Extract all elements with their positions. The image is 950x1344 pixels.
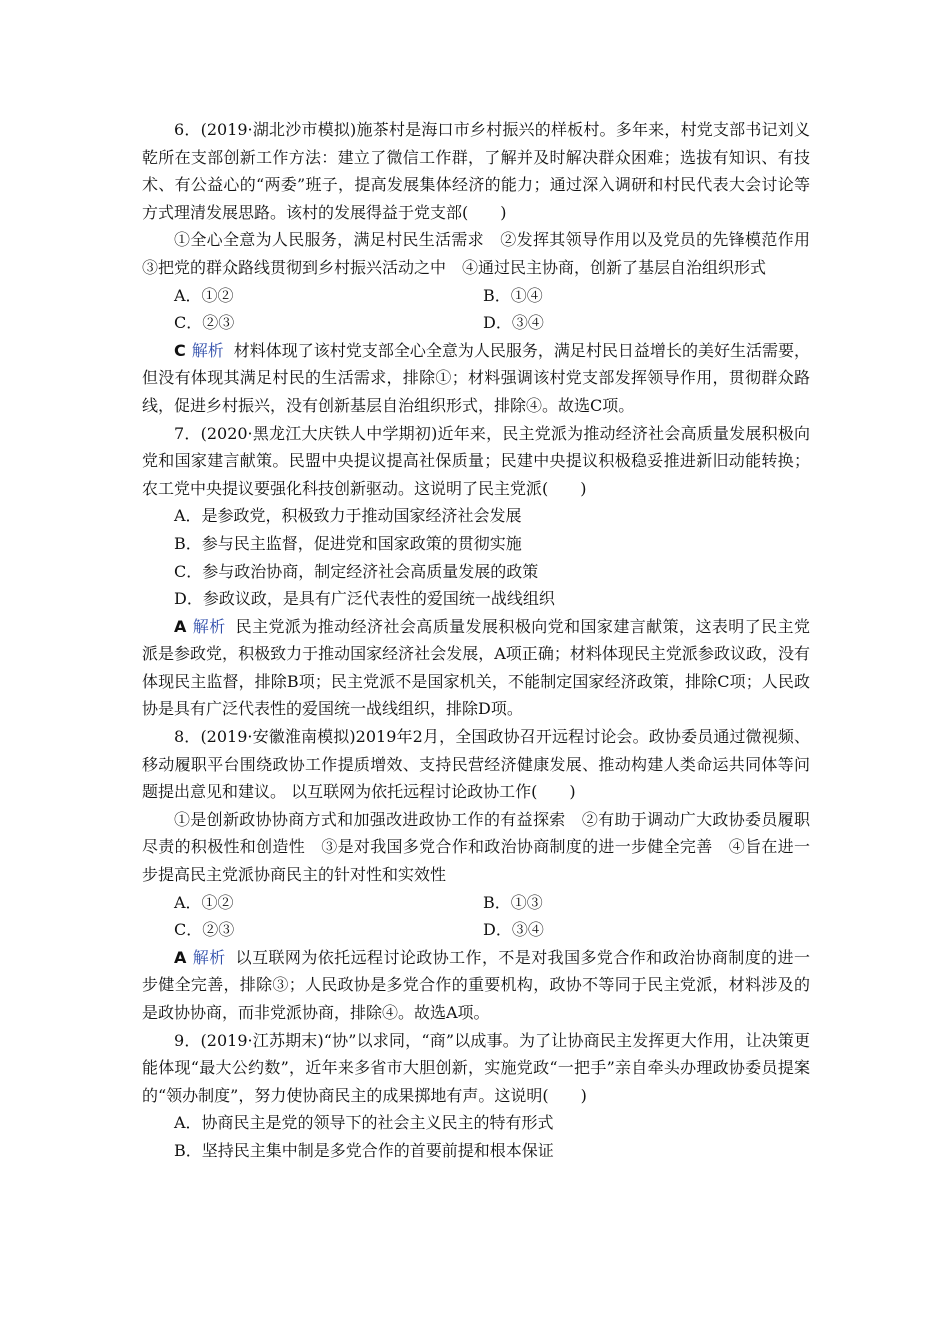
option-b: B．①③ [483,892,543,912]
question-9 [142,1027,810,1165]
option-a: A．是参政党，积极致力于推动国家经济社会发展 [174,506,522,526]
option-c: C．参与政治协商，制定经济社会高质量发展的政策 [174,561,539,581]
option-c: C．②③ [174,313,235,333]
option-list [142,1109,810,1164]
option-b: B．坚持民主集中制是多党合作的首要前提和根本保证 [174,1140,554,1160]
answer-analysis [142,337,810,420]
answer-analysis [142,944,810,1027]
analysis-text: 材料体现了该村党支部全心全意为人民服务，满足村民日益增长的美好生活需要，但没有体现其满足村民的生活需求，排除①；材料强调该村党支部发挥领导作用，贯彻群众路线，促进乡村振兴，没有创新基层自治组织形式，排除④。故选C项。 [142,340,810,415]
option-d: D．参政议政，是具有广泛代表性的爱国统一战线组织 [174,589,555,609]
question-stem: 7．(2020·黑龙江大庆铁人中学期初)近年来，民主党派为推动经济社会高质量发展积极向党和国家建言献策。民盟中央提议提高社保质量；民建中央提议积极稳妥推进新旧动能转换；农工党中央提议要强化科技创新驱动。这说明了民主党派( ) [142,423,810,498]
question-stem: 9．(2019·江苏期末)“协”以求同，“商”以成事。为了让协商民主发挥更大作用，让决策更能体现“最大公约数”，近年来多省市大胆创新，实施党政“一把手”亲自牵头办理政协委员提案的“领办制度”，努力使协商民主的成果掷地有声。这说明( ) [142,1030,810,1105]
option-b: B．①④ [483,285,543,305]
option-b: B．参与民主监督，促进党和国家政策的贯彻实施 [174,533,522,553]
question-statements: ①全心全意为人民服务，满足村民生活需求 ②发挥其领导作用以及党员的先锋模范作用 ③把党的群众路线贯彻到乡村振兴活动之中 ④通过民主协商，创新了基层自治组织形式 [142,230,827,277]
option-d: D．③④ [483,920,544,940]
option-a: A．①② [174,892,234,912]
analysis-label: 解析 [192,947,226,967]
question-6 [142,116,827,420]
option-c: C．②③ [174,920,235,940]
option-list [142,502,810,612]
question-8 [142,723,810,1027]
question-statements: ①是创新政协协商方式和加强改进政协工作的有益探索 ②有助于调动广大政协委员履职尽责的积极性和创造性 ③是对我国多党合作和政治协商制度的进一步健全完善 ④旨在进一步提高民主党派协商民主的针对性和实效性 [142,809,810,885]
answer-key: C [174,340,186,360]
question-7 [142,420,810,724]
analysis-label: 解析 [192,616,226,636]
option-list [142,282,810,337]
option-a: A．协商民主是党的领导下的社会主义民主的特有形式 [174,1113,554,1133]
answer-analysis [142,613,810,723]
question-stem: 6．(2019·湖北沙市模拟)施茶村是海口市乡村振兴的样板村。多年来，村党支部书记刘义乾所在支部创新工作方法：建立了微信工作群，了解并及时解决群众困难；选拔有知识、有技术、有公益心的“两委”班子，提高发展集体经济的能力；通过深入调研和村民代表大会讨论等方式理清发展思路。该村的发展得益于党支部( ) [142,120,810,222]
question-list [142,116,827,1165]
analysis-text: 民主党派为推动经济社会高质量发展积极向党和国家建言献策，这表明了民主党派是参政党，积极致力于推动国家经济社会发展，A项正确；材料体现民主党派参政议政，没有体现民主监督，排除B项；民主党派不是国家机关，不能制定国家经济政策，排除C项；人民政协是具有广泛代表性的爱国统一战线组织，排除D项。 [142,616,810,719]
option-a: A．①② [174,285,234,305]
option-list [142,889,810,944]
question-stem: 8．(2019·安徽淮南模拟)2019年2月，全国政协召开远程讨论会。政协委员通过微视频、移动履职平台围绕政协工作提质增效、支持民营经济健康发展、推动构建人类命运共同体等问题提出意见和建议。 以互联网为依托远程讨论政协工作( ) [142,727,810,802]
answer-key: A [174,947,187,967]
analysis-label: 解析 [191,340,224,360]
answer-key: A [174,616,187,636]
analysis-text: 以互联网为依托远程讨论政协工作，不是对我国多党合作和政治协商制度的进一步健全完善，排除③；人民政协是多党合作的重要机构，政协不等同于民主党派，材料涉及的是政协协商，而非党派协商，排除④。故选A项。 [142,947,810,1022]
option-d: D．③④ [483,313,544,333]
